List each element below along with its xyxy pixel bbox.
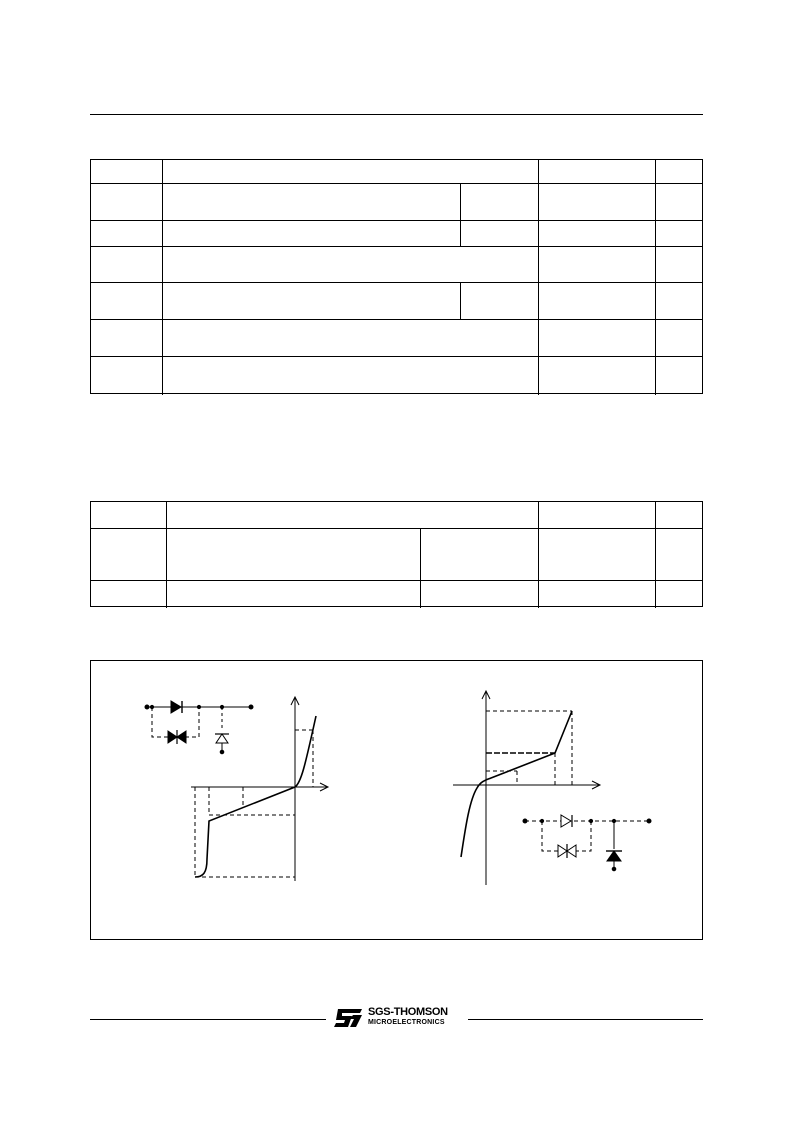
col-divider: [655, 502, 656, 608]
st-logo: [332, 1006, 460, 1030]
row-divider: [91, 220, 702, 221]
col-divider: [655, 160, 656, 395]
footer-rule-right: [468, 1019, 703, 1020]
col-divider: [538, 502, 539, 608]
footer-rule-left: [90, 1019, 326, 1020]
col-divider: [166, 502, 167, 608]
row-divider: [91, 528, 702, 529]
right-circuit-symbol: [523, 815, 651, 871]
col-divider: [538, 160, 539, 395]
row-divider: [91, 183, 702, 184]
brand-name: SGS-THOMSON: [368, 1006, 448, 1018]
header-rule: [90, 114, 703, 115]
left-circuit-symbol: [145, 701, 253, 754]
row-divider: [91, 319, 702, 320]
brand-subtitle: MICROELECTRONICS: [368, 1019, 445, 1026]
col-divider-partial: [420, 528, 421, 608]
characteristics-table: [90, 501, 703, 607]
col-divider-partial: [460, 183, 461, 246]
col-divider: [162, 160, 163, 395]
iv-curves-drawing: [91, 661, 702, 939]
row-divider: [91, 580, 702, 581]
ratings-table: [90, 159, 703, 394]
row-divider: [91, 282, 702, 283]
col-divider-partial: [460, 282, 461, 319]
characteristic-figure: [90, 660, 703, 940]
row-divider: [91, 356, 702, 357]
st-logo-icon: [332, 1007, 364, 1029]
row-divider: [91, 246, 702, 247]
